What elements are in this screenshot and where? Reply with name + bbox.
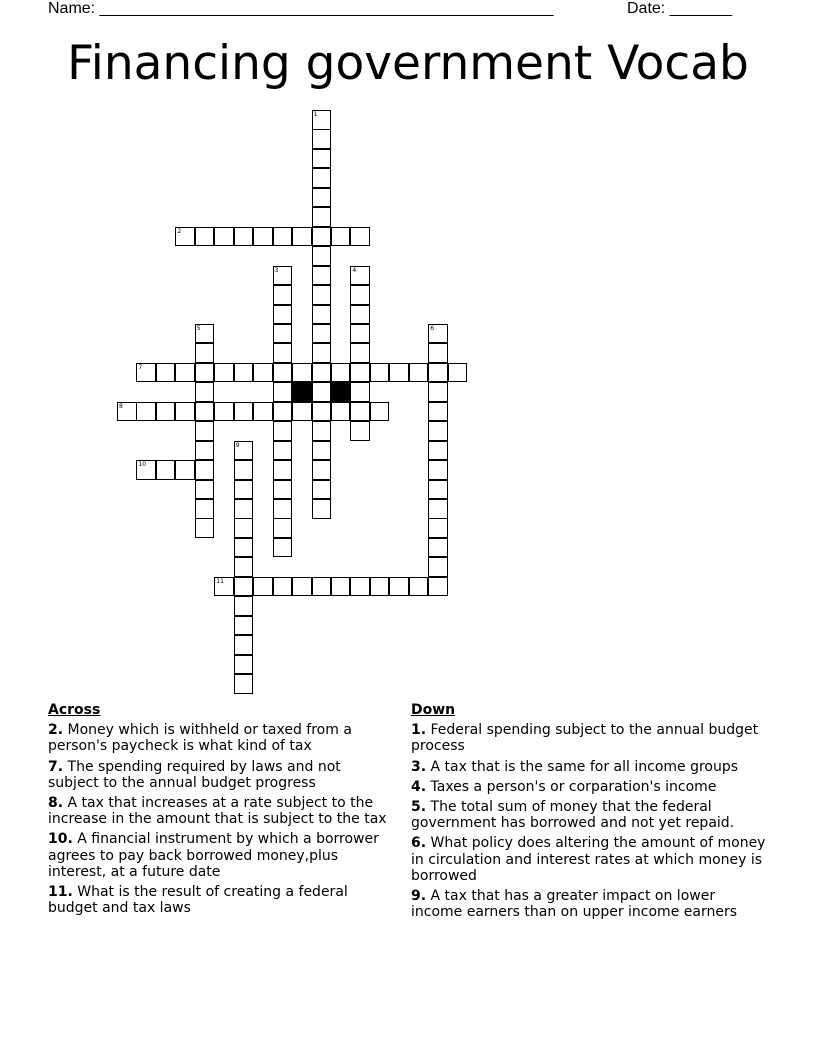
grid-cell[interactable]	[253, 363, 273, 383]
clue-text: The spending required by laws and not subject to the annual budget progress	[48, 758, 341, 791]
grid-cell[interactable]	[428, 363, 448, 383]
grid-cell[interactable]	[312, 188, 332, 208]
grid-cell[interactable]	[214, 402, 234, 422]
grid-cell[interactable]	[428, 324, 448, 344]
grid-cell[interactable]	[273, 266, 293, 286]
grid-cell[interactable]	[195, 421, 215, 441]
grid-cell[interactable]	[273, 538, 293, 558]
clue-text: A tax that is the same for all income groups	[430, 758, 739, 775]
grid-cell[interactable]	[253, 402, 273, 422]
grid-cell[interactable]	[234, 518, 254, 538]
cell-number: 8	[119, 402, 123, 410]
grid-cell[interactable]	[273, 402, 293, 422]
grid-cell[interactable]	[253, 577, 273, 597]
grid-cell[interactable]	[273, 441, 293, 461]
down-heading: Down	[411, 702, 456, 718]
grid-cell[interactable]	[292, 363, 312, 383]
cell-number: 11	[216, 577, 224, 585]
grid-cell[interactable]	[273, 285, 293, 305]
cell-number: 10	[138, 461, 147, 469]
grid-cell[interactable]	[350, 421, 370, 441]
across-clue-10	[48, 831, 393, 880]
grid-cell[interactable]	[312, 460, 332, 480]
grid-cell[interactable]	[350, 285, 370, 305]
clue-text: Federal spending subject to the annual budget process	[411, 722, 759, 755]
grid-cell[interactable]	[312, 110, 332, 130]
down-clues	[411, 702, 766, 924]
clue-text: What is the result of creating a federal budget and tax laws	[48, 884, 348, 917]
grid-cell[interactable]	[292, 227, 312, 247]
grid-cell[interactable]	[234, 655, 254, 675]
clue-number: 3.	[411, 758, 427, 775]
grid-cell[interactable]	[370, 577, 390, 597]
grid-cell[interactable]	[195, 382, 215, 402]
clue-number: 10.	[48, 831, 73, 848]
clue-text: What policy does altering the amount of money in circulation and interest rates at which money is borrowed	[411, 835, 766, 884]
across-clues	[48, 702, 393, 920]
grid-cell[interactable]	[428, 557, 448, 577]
grid-cell[interactable]	[370, 363, 390, 383]
grid-cell[interactable]	[312, 577, 332, 597]
clue-number: 5.	[411, 799, 427, 816]
grid-cell[interactable]	[156, 402, 176, 422]
grid-cell[interactable]	[273, 421, 293, 441]
grid-cell[interactable]	[234, 460, 254, 480]
grid-cell[interactable]	[312, 246, 332, 266]
grid-cell[interactable]	[214, 577, 234, 597]
clue-text: The total sum of money that the federal government has borrowed and not yet repaid.	[411, 799, 735, 832]
down-clue-3	[411, 759, 766, 775]
grid-cell[interactable]	[175, 460, 195, 480]
clue-text: Taxes a person's or corparation's income	[430, 778, 717, 795]
grid-cell[interactable]	[389, 363, 409, 383]
grid-cell[interactable]	[312, 305, 332, 325]
grid-cell[interactable]	[350, 363, 370, 383]
grid-cell[interactable]	[312, 363, 332, 383]
grid-cell[interactable]	[136, 363, 156, 383]
grid-cell[interactable]	[331, 363, 351, 383]
clue-number: 7.	[48, 758, 64, 775]
clue-number: 8.	[48, 795, 64, 812]
grid-cell[interactable]	[234, 363, 254, 383]
grid-cell[interactable]	[273, 382, 293, 402]
grid-cell[interactable]	[234, 538, 254, 558]
grid-cell[interactable]	[273, 227, 293, 247]
name-field-line[interactable]: Name: ___________________________________________________	[48, 0, 554, 17]
grid-cell[interactable]	[195, 499, 215, 519]
grid-cell[interactable]	[195, 518, 215, 538]
grid-cell[interactable]	[195, 480, 215, 500]
down-clue-9	[411, 888, 766, 920]
grid-cell[interactable]	[389, 577, 409, 597]
grid-cell[interactable]	[273, 480, 293, 500]
grid-cell[interactable]	[234, 674, 254, 694]
grid-cell[interactable]	[273, 343, 293, 363]
down-clue-6	[411, 835, 766, 884]
cell-number: 4	[352, 266, 357, 274]
grid-cell[interactable]	[428, 499, 448, 519]
grid-cell[interactable]	[117, 402, 137, 422]
grid-cell[interactable]	[136, 460, 156, 480]
grid-cell[interactable]	[428, 480, 448, 500]
grid-cell[interactable]	[428, 518, 448, 538]
grid-cell[interactable]	[136, 402, 156, 422]
cell-number: 6	[430, 324, 435, 332]
grid-cell[interactable]	[273, 324, 293, 344]
clue-text: Money which is withheld or taxed from a person's paycheck is what kind of tax	[48, 722, 352, 755]
grid-cell[interactable]	[350, 577, 370, 597]
grid-cell[interactable]	[370, 402, 390, 422]
grid-cell[interactable]	[428, 421, 448, 441]
grid-cell[interactable]	[312, 324, 332, 344]
grid-cell[interactable]	[312, 441, 332, 461]
grid-cell[interactable]	[214, 363, 234, 383]
grid-cell[interactable]	[175, 227, 195, 247]
grid-cell[interactable]	[234, 596, 254, 616]
clue-number: 4.	[411, 778, 427, 795]
grid-cell[interactable]	[156, 460, 176, 480]
across-clue-11	[48, 884, 393, 916]
grid-cell[interactable]	[195, 402, 215, 422]
grid-cell[interactable]	[331, 402, 351, 422]
grid-cell[interactable]	[312, 402, 332, 422]
grid-cell[interactable]	[273, 305, 293, 325]
grid-cell[interactable]	[273, 460, 293, 480]
grid-cell[interactable]	[350, 343, 370, 363]
grid-cell[interactable]	[350, 402, 370, 422]
clue-number: 6.	[411, 835, 427, 852]
grid-cell[interactable]	[156, 363, 176, 383]
grid-cell[interactable]	[350, 324, 370, 344]
grid-black-cell	[331, 382, 351, 402]
grid-cell[interactable]	[234, 480, 254, 500]
grid-cell[interactable]	[331, 227, 351, 247]
grid-cell[interactable]	[273, 499, 293, 519]
grid-cell[interactable]	[214, 227, 234, 247]
down-clue-5	[411, 799, 766, 831]
page-title: Financing government Vocab	[67, 36, 749, 91]
grid-cell[interactable]	[312, 129, 332, 149]
grid-cell[interactable]	[350, 382, 370, 402]
clue-number: 9.	[411, 888, 427, 905]
grid-cell[interactable]	[195, 460, 215, 480]
clue-text: A financial instrument by which a borrower agrees to pay back borrowed money,plus interest, at a future date	[48, 831, 379, 880]
grid-cell[interactable]	[292, 402, 312, 422]
grid-cell[interactable]	[428, 343, 448, 363]
grid-cell[interactable]	[234, 577, 254, 597]
cell-number: 7	[138, 363, 143, 371]
grid-cell[interactable]	[273, 577, 293, 597]
grid-cell[interactable]	[292, 577, 312, 597]
cell-number: 2	[177, 227, 182, 235]
grid-cell[interactable]	[312, 207, 332, 227]
grid-cell[interactable]	[195, 324, 215, 344]
grid-cell[interactable]	[409, 363, 429, 383]
grid-cell[interactable]	[312, 480, 332, 500]
cell-number: 9	[235, 441, 240, 449]
grid-cell[interactable]	[428, 382, 448, 402]
down-clue-4	[411, 779, 766, 795]
grid-cell[interactable]	[350, 266, 370, 286]
grid-cell[interactable]	[428, 577, 448, 597]
grid-cell[interactable]	[234, 402, 254, 422]
grid-cell[interactable]	[409, 577, 429, 597]
clue-number: 2.	[48, 722, 64, 739]
grid-cell[interactable]	[350, 305, 370, 325]
grid-cell[interactable]	[234, 227, 254, 247]
grid-cell[interactable]	[312, 499, 332, 519]
cell-number: 3	[274, 266, 279, 274]
cell-number: 1	[313, 111, 318, 118]
grid-cell[interactable]	[350, 227, 370, 247]
across-heading: Across	[48, 702, 101, 718]
across-clue-2	[48, 722, 393, 754]
across-clue-8	[48, 795, 393, 827]
grid-black-cell	[292, 382, 312, 402]
grid-cell[interactable]	[312, 421, 332, 441]
clue-number: 1.	[411, 722, 427, 739]
grid-cell[interactable]	[195, 363, 215, 383]
grid-cell[interactable]	[428, 402, 448, 422]
grid-cell[interactable]	[312, 266, 332, 286]
grid-cell[interactable]	[312, 382, 332, 402]
grid-cell[interactable]	[234, 441, 254, 461]
grid-cell[interactable]	[175, 363, 195, 383]
grid-cell[interactable]	[234, 616, 254, 636]
grid-cell[interactable]	[428, 441, 448, 461]
grid-cell[interactable]	[253, 227, 273, 247]
grid-cell[interactable]	[428, 460, 448, 480]
grid-cell[interactable]	[312, 227, 332, 247]
grid-cell[interactable]	[234, 499, 254, 519]
grid-cell[interactable]	[312, 285, 332, 305]
grid-cell[interactable]	[273, 363, 293, 383]
grid-cell[interactable]	[312, 168, 332, 188]
grid-cell[interactable]	[312, 149, 332, 169]
grid-cell[interactable]	[331, 577, 351, 597]
grid-cell[interactable]	[195, 343, 215, 363]
clue-number: 11.	[48, 884, 73, 901]
grid-cell[interactable]	[312, 343, 332, 363]
date-field-line[interactable]: Date: _______	[627, 0, 732, 17]
cell-number: 5	[196, 324, 201, 332]
grid-cell[interactable]	[448, 363, 468, 383]
down-clue-1	[411, 722, 766, 754]
clue-text: A tax that has a greater impact on lower income earners than on upper income earners	[411, 888, 737, 921]
grid-cell[interactable]	[234, 635, 254, 655]
grid-cell[interactable]	[428, 538, 448, 558]
across-clue-7	[48, 759, 393, 791]
grid-cell[interactable]	[195, 227, 215, 247]
grid-cell[interactable]	[273, 518, 293, 538]
grid-cell[interactable]	[195, 441, 215, 461]
clue-text: A tax that increases at a rate subject to the increase in the amount that is subject to the tax	[48, 795, 387, 828]
grid-cell[interactable]	[234, 557, 254, 577]
grid-cell[interactable]	[175, 402, 195, 422]
